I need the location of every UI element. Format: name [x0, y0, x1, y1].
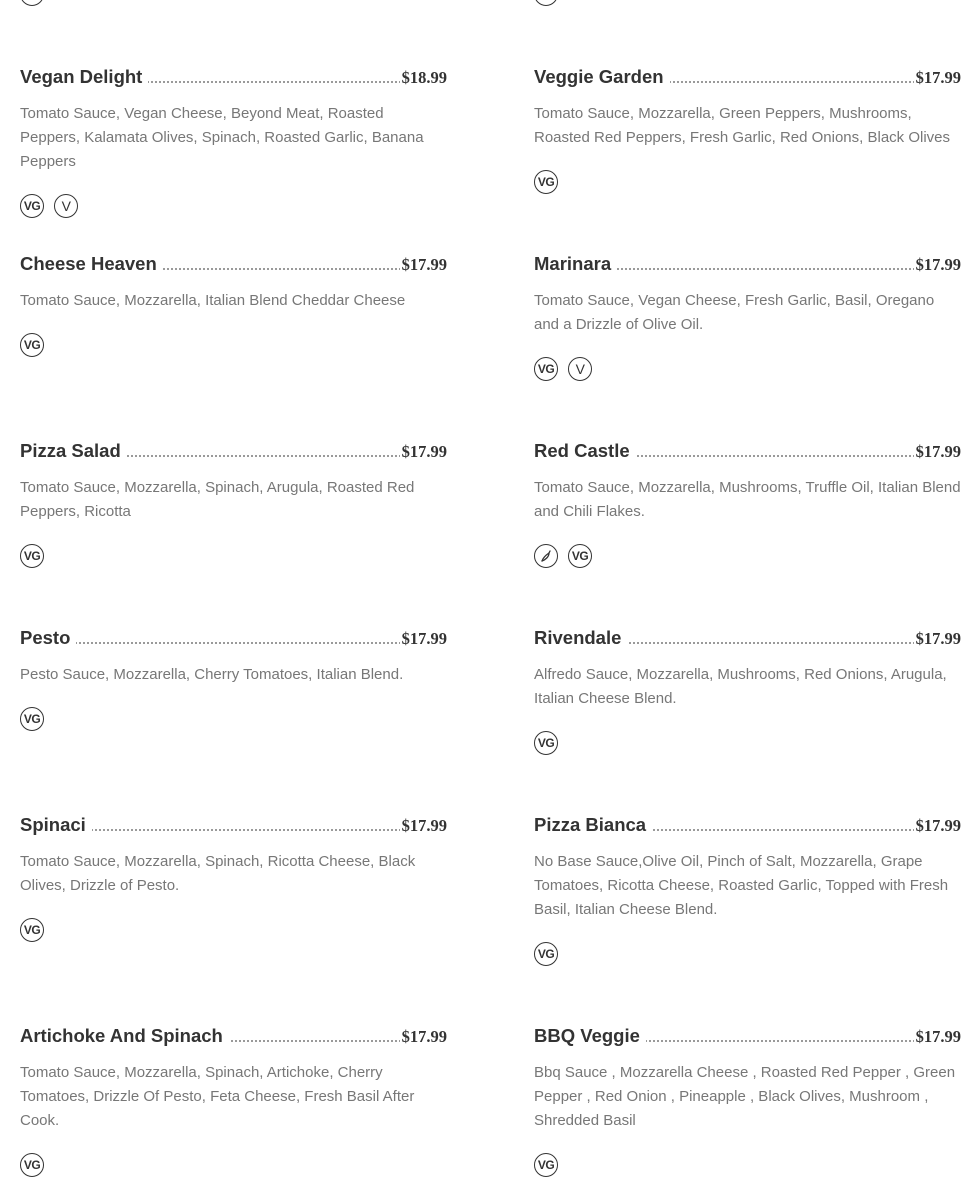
vegetarian-icon: VG — [20, 333, 44, 357]
item-description: Tomato Sauce, Mozzarella, Mushrooms, Truffle Oil, Italian Blend and Chili Flakes. — [534, 479, 961, 520]
vegetarian-icon — [534, 0, 558, 6]
item-price: $17.99 — [915, 816, 961, 835]
vegetarian-icon: VG — [20, 918, 44, 942]
item-description: Tomato Sauce, Mozzarella, Green Peppers, Mushrooms, Roasted Red Peppers, Fresh Garlic, Red Onions, Black Olives — [534, 105, 951, 146]
vegetarian-icon: VG — [534, 1153, 558, 1177]
item-name: Rivendale — [534, 627, 627, 649]
item-description: Tomato Sauce, Mozzarella, Spinach, Arugula, Roasted Red Peppers, Ricotta — [20, 479, 415, 520]
item-description: Tomato Sauce, Mozzarella, Spinach, Ricotta Cheese, Black Olives, Drizzle of Pesto. — [20, 853, 416, 894]
item-name: Pizza Salad — [20, 440, 127, 462]
menu-item — [20, 814, 447, 944]
item-name: Pesto — [20, 627, 76, 649]
item-price: $17.99 — [915, 442, 961, 461]
item-description: Alfredo Sauce, Mozzarella, Mushrooms, Red Onions, Arugula, Italian Cheese Blend. — [534, 666, 947, 707]
menu-item — [534, 66, 961, 196]
item-name: Spinaci — [20, 814, 92, 836]
vegetarian-icon: VG — [534, 731, 558, 755]
item-price: $17.99 — [401, 255, 447, 274]
item-name: Marinara — [534, 253, 617, 275]
item-name: Artichoke And Spinach — [20, 1025, 229, 1047]
menu-item — [20, 253, 447, 359]
item-description: Bbq Sauce , Mozzarella Cheese , Roasted Red Pepper , Green Pepper , Red Onion , Pineapple , Black Olives, Mushroom , Shredded Basil — [534, 1064, 956, 1129]
item-description: Pesto Sauce, Mozzarella, Cherry Tomatoes, Italian Blend. — [20, 666, 404, 683]
item-description: No Base Sauce,Olive Oil, Pinch of Salt, Mozzarella, Grape Tomatoes, Ricotta Cheese, Roasted Garlic, Topped with Fresh Basil, Italian Cheese Blend. — [534, 853, 949, 918]
vegetarian-icon: VG — [20, 544, 44, 568]
item-price: $17.99 — [915, 68, 961, 87]
menu-item — [20, 1025, 447, 1179]
menu-item — [20, 66, 447, 220]
item-price: $17.99 — [915, 255, 961, 274]
vegan-icon: V — [568, 357, 592, 381]
item-price: $17.99 — [401, 629, 447, 648]
item-name: BBQ Veggie — [534, 1025, 646, 1047]
vegetarian-icon: VG — [20, 707, 44, 731]
vegetarian-icon: VG — [534, 942, 558, 966]
vegetarian-icon: VG — [534, 170, 558, 194]
item-description: Tomato Sauce, Vegan Cheese, Beyond Meat, Roasted Peppers, Kalamata Olives, Spinach, Roasted Garlic, Banana Peppers — [20, 105, 424, 170]
item-name: Pizza Bianca — [534, 814, 652, 836]
vegetarian-icon: VG — [20, 1153, 44, 1177]
item-price: $17.99 — [401, 816, 447, 835]
menu-item — [534, 440, 961, 570]
item-name: Cheese Heaven — [20, 253, 163, 275]
vegetarian-icon: VG — [534, 357, 558, 381]
item-description: Tomato Sauce, Vegan Cheese, Fresh Garlic, Basil, Oregano and a Drizzle of Olive Oil. — [534, 292, 935, 333]
menu-item — [534, 253, 961, 383]
pepper-icon — [534, 544, 558, 568]
menu-item — [534, 627, 961, 757]
item-price: $17.99 — [401, 1027, 447, 1046]
item-description: Tomato Sauce, Mozzarella, Spinach, Artichoke, Cherry Tomatoes, Drizzle Of Pesto, Feta Cheese, Fresh Basil After Cook. — [20, 1064, 415, 1129]
vegetarian-icon — [20, 0, 44, 6]
menu-item — [534, 1025, 961, 1179]
item-name: Red Castle — [534, 440, 636, 462]
item-name: Vegan Delight — [20, 66, 148, 88]
item-price: $17.99 — [915, 629, 961, 648]
menu-item — [534, 814, 961, 968]
vegetarian-icon: VG — [568, 544, 592, 568]
item-price: $17.99 — [401, 442, 447, 461]
vegan-icon: V — [54, 194, 78, 218]
vegetarian-icon: VG — [20, 194, 44, 218]
item-name: Veggie Garden — [534, 66, 670, 88]
item-price: $17.99 — [915, 1027, 961, 1046]
item-price: $18.99 — [401, 68, 447, 87]
menu-item — [20, 440, 447, 570]
menu-item — [20, 627, 447, 733]
item-description: Tomato Sauce, Mozzarella, Italian Blend Cheddar Cheese — [20, 292, 406, 309]
